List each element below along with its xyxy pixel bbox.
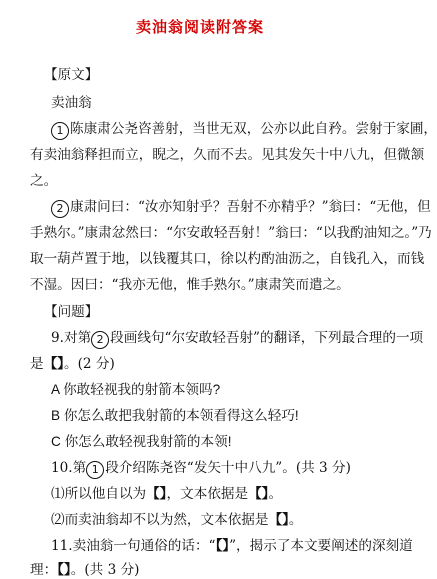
q10-sub1-post: 。 [268, 486, 283, 502]
q9-line1 [51, 329, 423, 349]
q10-sub2-bracket: 【】 [268, 512, 289, 528]
para2-line2: 手熟尔。”康肃忿然曰：“尔安敢轻吾射！”翁曰：“以我酌油知之。”乃 [30, 225, 432, 241]
q10-line [51, 459, 351, 479]
q9-text-b: 段画线句“尔安敢轻吾射”的翻译，下列最合理的一项 [110, 330, 424, 346]
circled-number-1: 1 [51, 122, 69, 140]
q9-answer-bracket: 【】 [43, 356, 64, 372]
q10-sub2-post: 。 [288, 512, 303, 528]
q10-text-b: 段介绍陈尧咨“发矢十中八九”。(共 3 分) [105, 460, 351, 476]
option-c: C 你怎么敢轻视我射箭的本领! [51, 434, 232, 449]
q9-score: 。(2 分) [63, 356, 115, 372]
questions-heading: 【问题】 [44, 304, 99, 320]
q10-sub1-pre: ⑴所以他自以为 [51, 486, 147, 502]
q9-line2 [30, 355, 115, 373]
q10-sub1-bracket1: 【】 [146, 486, 167, 502]
para1-line1 [51, 120, 437, 140]
circled-number-2: 2 [51, 200, 69, 218]
q11-text-b: ”，揭示了本文要阐述的深刻道 [229, 538, 413, 554]
document-title: 卖油翁阅读附答案 [135, 18, 264, 36]
q10-sub1 [51, 485, 282, 503]
circled-number-1-ref: 1 [86, 461, 104, 479]
q10-sub2-pre: ⑵而卖油翁却不以为然，文本依据是 [51, 512, 269, 528]
q11-text-a: 11.卖油翁一句通俗的话：“ [51, 538, 216, 554]
q11-bracket: 【】 [215, 538, 230, 554]
q11-line2 [30, 561, 139, 579]
q11-line1 [51, 537, 413, 555]
q10-sub1-bracket2: 【】 [248, 486, 269, 502]
para2-line3: 取一葫芦置于地，以钱覆其口，徐以杓酌油沥之，自钱孔入，而钱 [30, 251, 425, 267]
para2-line1-text: 康肃问曰：“汝亦知射乎？吾射不亦精乎？”翁曰：“无他，但 [70, 199, 431, 215]
q9-text-a: 9.对第 [51, 330, 92, 346]
q11-answer-bracket: 【】 [57, 562, 71, 578]
q10-text-a: 10.第 [51, 460, 87, 476]
option-a: A 你敢轻视我的射箭本领吗? [51, 382, 221, 397]
original-text-heading: 【原文】 [44, 67, 99, 83]
q10-sub2 [51, 511, 302, 529]
q11-score: 。(共 3 分) [70, 562, 140, 578]
para2-line1 [51, 198, 431, 218]
para1-line2: 有卖油翁释担而立，睨之，久而不去。见其发矢十中八九，但微颔 [30, 147, 425, 163]
q9-text-c: 是 [30, 356, 44, 372]
q10-sub1-mid: ，文本依据是 [166, 486, 249, 502]
para1-line3: 之。 [30, 173, 58, 189]
para2-line4: 不湿。因曰：“我亦无他，惟手熟尔。”康肃笑而遣之。 [30, 277, 350, 293]
q11-text-c: 理： [30, 562, 58, 578]
option-b: B 你怎么敢把我射箭的本领看得这么轻巧! [51, 408, 299, 423]
circled-number-2-ref: 2 [91, 331, 109, 349]
para1-line1-text: 陈康肃公尧咨善射，当世无双，公亦以此自矜。尝射于家圃， [70, 121, 437, 137]
passage-subtitle: 卖油翁 [51, 95, 92, 111]
